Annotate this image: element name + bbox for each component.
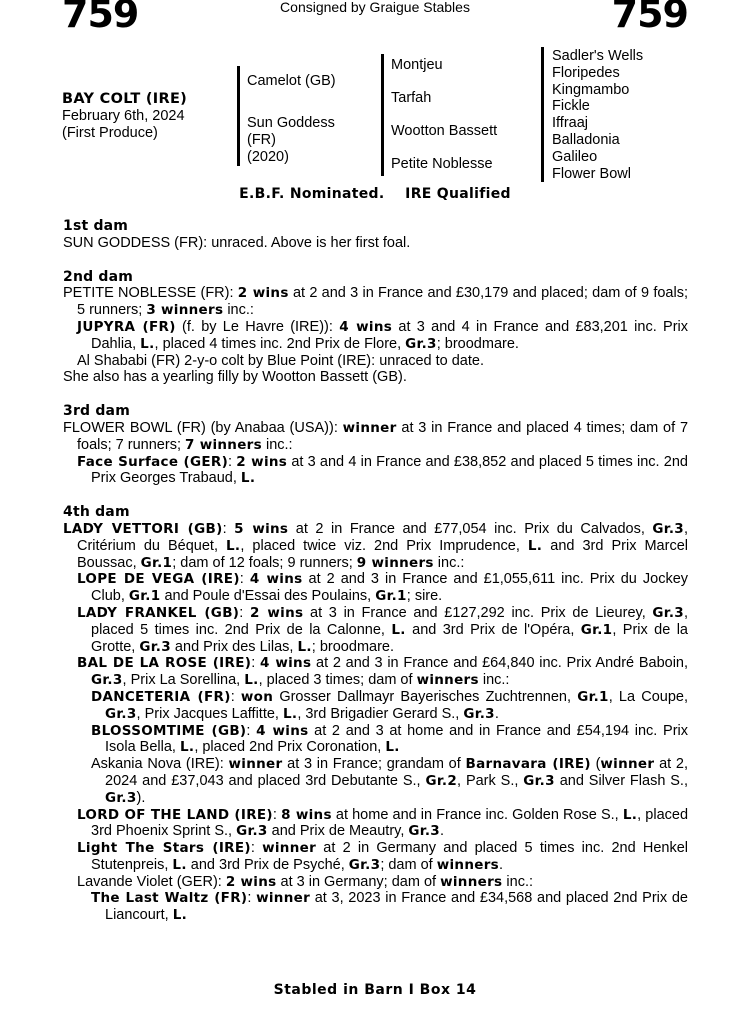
pedigree-gen3: Sadler's Wells Floripedes Kingmambo Fickle Iffraaj Balladonia Galileo Flower Bowl bbox=[552, 48, 644, 182]
produce-entry: BAL DE LA ROSE (IRE): 4 wins at 2 and 3 in France and £64,840 inc. Prix André Baboin, Gr.3, Prix La Sorellina, L., placed 3 times; dam of winners inc.: bbox=[77, 655, 689, 689]
produce-entry: Al Shababi (FR) 2-y-o colt by Blue Point (IRE): unraced to date. bbox=[77, 352, 484, 369]
produce-entry: The Last Waltz (FR): winner at 3, 2023 in France and £34,568 and placed 2nd Prix de Liancourt, L. bbox=[91, 890, 688, 924]
produce-entry: DANCETERIA (FR): won Grosser Dallmayr Bayerisches Zuchtrennen, Gr.1, La Coupe, Gr.3, Prix Jacques Laffitte, L., 3rd Brigadier Gerard S., Gr.3. bbox=[91, 688, 688, 722]
produce-entry: Askania Nova (IRE): winner at 3 in France; grandam of Barnavara (IRE) (winner at 2, 2024 and £37,043 and placed 3rd Debutante S., Gr.2, Park S., Gr.3 and Silver Flash S., Gr.3). bbox=[91, 756, 688, 806]
section-4th-dam: 4th dam bbox=[63, 504, 130, 521]
pedigree-bracket-3 bbox=[541, 47, 544, 182]
produce-entry: BLOSSOMTIME (GB): 4 wins at 2 and 3 at home and in France and £54,194 inc. Prix Isola Bella, L., placed 2nd Prix Coronation, L. bbox=[91, 722, 688, 756]
horse-details bbox=[62, 91, 187, 142]
horse-description: BAY COLT (IRE) bbox=[62, 91, 188, 107]
produce-entry: Light The Stars (IRE): winner at 2 in Germany and placed 5 times inc. 2nd Henkel Stutenpreis, L. and 3rd Prix de Psyché, Gr.3; dam of winners. bbox=[77, 840, 689, 873]
first-dam-entry: SUN GODDESS (FR): unraced. Above is her first foal. bbox=[63, 234, 411, 251]
pedigree-bracket-1 bbox=[237, 66, 240, 166]
second-dam-entry: PETITE NOBLESSE (FR): 2 wins at 2 and 3 in France and £30,179 and placed; dam of 9 foals; 5 runners; 3 winners inc.: bbox=[63, 285, 688, 319]
section-1st-dam: 1st dam bbox=[63, 218, 129, 234]
third-dam-entry: FLOWER BOWL (FR) (by Anabaa (USA)): winner at 3 in France and placed 4 times; dam of 7 foals; 7 runners; 7 winners inc.: bbox=[63, 419, 689, 453]
stabling-info: Stabled in Barn I Box 14 bbox=[273, 982, 477, 998]
section-2nd-dam: 2nd dam bbox=[63, 268, 134, 285]
pedigree-dam: Sun Goddess (FR) (2020) bbox=[247, 115, 335, 165]
lot-number-left: 759 bbox=[62, 0, 139, 36]
produce-entry: LADY FRANKEL (GB): 2 wins at 3 in France and £127,292 inc. Prix de Lieurey, Gr.3, placed 5 times inc. 2nd Prix de la Calonne, L. and 3rd Prix de l'Opéra, Gr.1, Prix de la Grotte, Gr.3 and Prix des Lilas, L.; broodmare. bbox=[77, 604, 688, 655]
lot-number-right: 759 bbox=[611, 0, 688, 36]
produce-entry: JUPYRA (FR) (f. by Le Havre (IRE)): 4 wins at 3 and 4 in France and £83,201 inc. Prix Dahlia, L., placed 4 times inc. 2nd Prix de Flore, Gr.3; broodmare. bbox=[77, 318, 688, 352]
catalogue-body bbox=[63, 218, 688, 924]
produce-entry: LOPE DE VEGA (IRE): 4 wins at 2 and 3 in France and £1,055,611 inc. Prix du Jockey Club, Gr.1 and Poule d'Essai des Poulains, Gr.1; sire. bbox=[77, 571, 689, 605]
produce-entry: Face Surface (GER): 2 wins at 3 and 4 in France and £38,852 and placed 5 times inc. 2nd Prix Georges Trabaud, L. bbox=[77, 453, 688, 487]
foaling-date: February 6th, 2024 bbox=[62, 108, 185, 124]
fourth-dam-entry: LADY VETTORI (GB): 5 wins at 2 in France and £77,054 inc. Prix du Calvados, Gr.3, Critérium du Béquet, L., placed twice viz. 2nd Prix Imprudence, L. and 3rd Prix Marcel Boussac, Gr.1; dam of 12 foals; 9 runners; 9 winners inc.: bbox=[63, 520, 688, 571]
pedigree-sire: Camelot (GB) bbox=[247, 73, 336, 89]
pedigree-gen2-4: Petite Noblesse bbox=[391, 156, 493, 172]
produce-entry: LORD OF THE LAND (IRE): 8 wins at home and in France inc. Golden Rose S., L., placed 3rd Phoenix Sprint S., Gr.3 and Prix de Meautry, Gr.3. bbox=[77, 806, 689, 840]
pedigree-gen2-3: Wootton Bassett bbox=[391, 123, 498, 139]
pedigree-bracket-2 bbox=[381, 54, 384, 176]
produce-entry: Lavande Violet (GER): 2 wins at 3 in Germany; dam of winners inc.: bbox=[77, 873, 533, 890]
section-3rd-dam: 3rd dam bbox=[63, 403, 130, 420]
pedigree-gen2-2: Tarfah bbox=[391, 90, 432, 106]
consignor: Consigned by Graigue Stables bbox=[280, 0, 470, 15]
produce-note: (First Produce) bbox=[62, 125, 158, 141]
pedigree-gen2-1: Montjeu bbox=[391, 57, 443, 73]
produce-entry: She also has a yearling filly by Wootton Bassett (GB). bbox=[63, 369, 407, 386]
nominations: E.B.F. Nominated. IRE Qualified bbox=[239, 186, 511, 202]
